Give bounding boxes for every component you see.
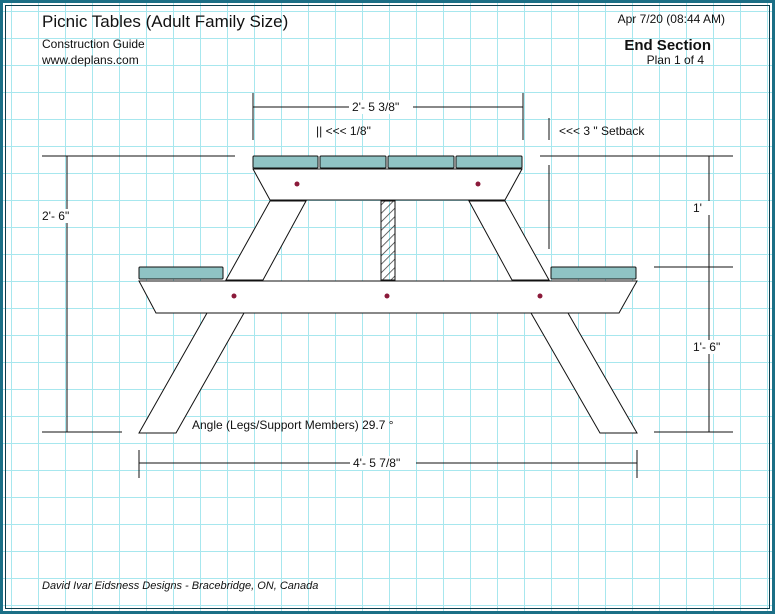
seat-board-right — [551, 267, 636, 279]
drawing-title: Picnic Tables (Adult Family Size) — [42, 12, 289, 31]
gap-label: || <<< 1/8" — [316, 124, 371, 138]
lower-height-label: 1'- 6" — [693, 340, 721, 354]
bolt — [538, 294, 543, 299]
upper-leg-left — [226, 201, 306, 280]
tabletop-board — [320, 156, 386, 168]
lower-leg-left — [139, 313, 244, 433]
center-support — [381, 201, 395, 280]
date-stamp: Apr 7/20 (08:44 AM) — [617, 12, 725, 26]
upper-height-label: 1' — [693, 201, 702, 215]
total-height-label: 2'- 6" — [42, 209, 70, 223]
designer-credit: David Ivar Eidsness Designs - Bracebridge, ON, Canada — [42, 580, 319, 592]
drawing-subtitle: Construction Guide — [42, 37, 145, 51]
top-cleat — [253, 169, 522, 200]
tabletop-board — [253, 156, 318, 168]
upper-leg-right — [469, 201, 549, 280]
section-title: End Section — [624, 37, 711, 54]
bolt — [295, 182, 300, 187]
bolt — [476, 182, 481, 187]
seat-board-left — [139, 267, 223, 279]
angle-label: Angle (Legs/Support Members) 29.7 ° — [192, 418, 394, 432]
lower-leg-right — [531, 313, 637, 433]
plan-number: Plan 1 of 4 — [646, 53, 704, 67]
tabletop-board — [456, 156, 522, 168]
setback-label: <<< 3 " Setback — [559, 124, 645, 138]
bolt — [385, 294, 390, 299]
website-label: www.deplans.com — [42, 53, 139, 67]
top-width-label: 2'- 5 3/8" — [352, 100, 400, 114]
bolt — [232, 294, 237, 299]
base-width-label: 4'- 5 7/8" — [353, 456, 401, 470]
tabletop-board — [388, 156, 454, 168]
